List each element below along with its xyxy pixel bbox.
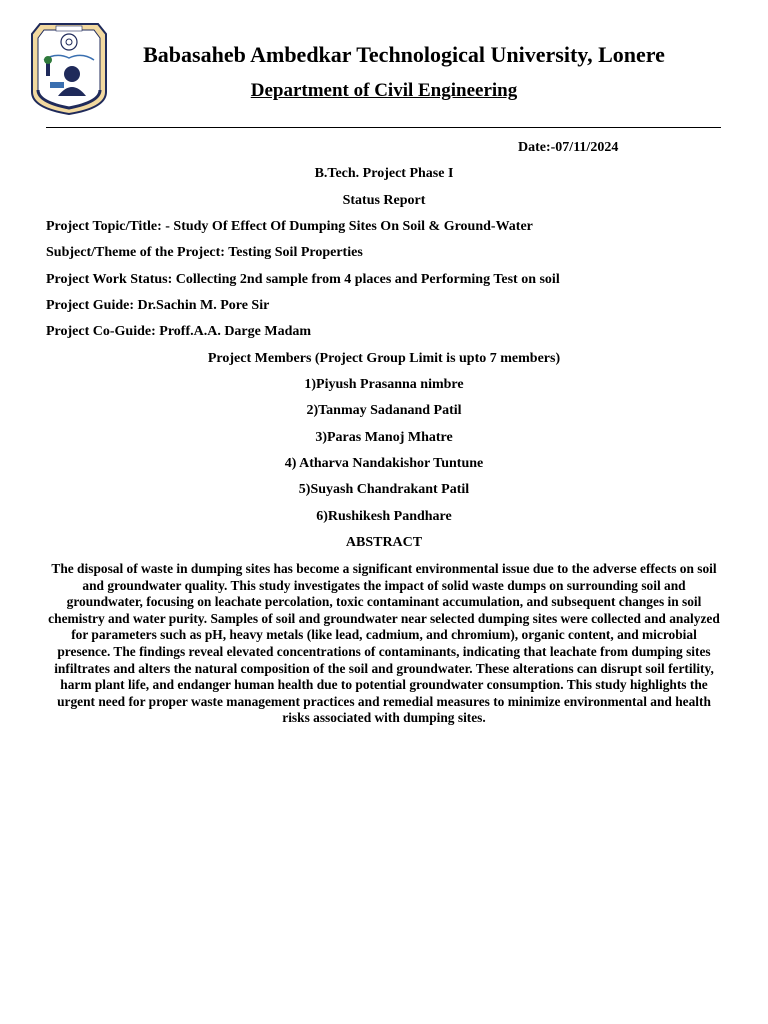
header-divider xyxy=(46,127,721,128)
project-guide: Project Guide: Dr.Sachin M. Pore Sir xyxy=(46,298,270,313)
department-name: Department of Civil Engineering xyxy=(250,80,518,101)
member-item: 6)Rushikesh Pandhare xyxy=(316,509,452,524)
member-item: 5)Suyash Chandrakant Patil xyxy=(298,482,470,497)
project-work-status: Project Work Status: Collecting 2nd sample from 4 places and Performing Test on soil xyxy=(46,272,560,287)
university-crest-icon xyxy=(30,20,108,116)
abstract-text: The disposal of waste in dumping sites has become a significant environmental issue due to the adverse effects on soil and groundwater quality. This study investigates the impact of solid waste dumps on surrounding soil and groundwater, focusing on leachate percolation, toxic contaminant accumulation, and subsequent changes in soil chemistry and water purity. Samples of soil and groundwater near selected dumping sites were collected and analyzed for parameters such as pH, heavy metals (like lead, cadmium, and chromium), organic content, and microbial presence. The findings reveal elevated concentrations of contaminants, indicating that leachate from dumping sites infiltrates and alters the natural composition of the soil and groundwater. These alterations can disrupt soil fertility, harm plant life, and endanger human health due to potential groundwater consumption. This study highlights the urgent need for proper waste management practices and remedial measures to minimize environmental and health risks associated with dumping sites. xyxy=(48,561,720,726)
member-item: 4) Atharva Nandakishor Tuntune xyxy=(284,456,484,471)
report-date: Date:-07/11/2024 xyxy=(518,140,619,155)
project-phase: B.Tech. Project Phase I xyxy=(314,166,454,181)
member-item: 1)Piyush Prasanna nimbre xyxy=(304,377,464,392)
university-name: Babasaheb Ambedkar Technological University, Lonere xyxy=(143,42,665,67)
abstract-heading: ABSTRACT xyxy=(345,535,423,550)
project-subject: Subject/Theme of the Project: Testing Soil Properties xyxy=(46,245,363,260)
members-heading: Project Members (Project Group Limit is upto 7 members) xyxy=(207,351,561,366)
member-item: 3)Paras Manoj Mhatre xyxy=(315,430,453,445)
report-type: Status Report xyxy=(342,193,426,208)
project-co-guide: Project Co-Guide: Proff.A.A. Darge Madam xyxy=(46,324,312,339)
member-item: 2)Tanmay Sadanand Patil xyxy=(306,403,462,418)
project-topic: Project Topic/Title: - Study Of Effect Of Dumping Sites On Soil & Ground-Water xyxy=(46,219,533,234)
